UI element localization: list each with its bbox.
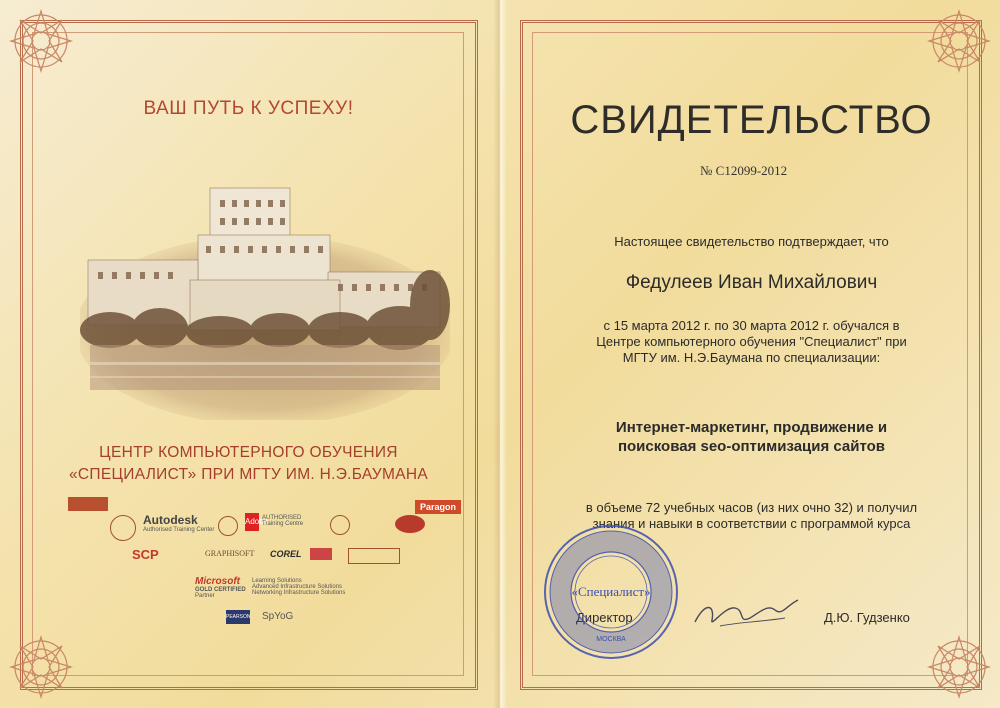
corner-ornament-icon	[6, 632, 76, 702]
course-title-line: поисковая seo-оптимизация сайтов	[617, 438, 886, 455]
person-name: Федулеев Иван Михайлович	[625, 272, 878, 293]
graphisoft-logo: GRAPHISOFT	[205, 549, 255, 558]
ms-competency: Networking Infrastructure Solutions	[252, 590, 346, 596]
corner-ornament-icon	[924, 6, 994, 76]
adobe-label: Adobe	[245, 513, 259, 531]
microsoft-gold: GOLD CERTIFIED	[195, 587, 246, 593]
study-period-line: с 15 марта 2012 г. по 30 марта 2012 г. обучался в	[603, 318, 900, 333]
paragon-logo	[415, 497, 461, 515]
hours-line: знания и навыки в соответствии с программой курса	[592, 516, 911, 531]
corner-ornament-icon	[6, 6, 76, 76]
adobe-logo	[245, 513, 269, 531]
study-period-line: Центре компьютерного обучения "Специалист" при	[596, 334, 907, 349]
stamp-center-text: «Специалист»	[571, 584, 651, 599]
corner-ornament-icon	[924, 632, 994, 702]
sprog-logo: SpYoG	[262, 611, 294, 622]
emblem-icon	[110, 515, 136, 541]
training-center-name-line1: ЦЕНТР КОМПЬЮТЕРНОГО ОБУЧЕНИЯ	[99, 444, 398, 461]
certificate-title: СВИДЕТЕЛЬСТВО	[570, 98, 933, 142]
ms-competency: Advanced Infrastructure Solutions	[252, 584, 343, 590]
director-signature	[690, 592, 800, 632]
stamp-city-text: МОСКВА	[596, 636, 626, 643]
paragon-label: Paragon	[415, 500, 461, 514]
partner-logo-small	[68, 497, 108, 511]
director-name: Д.Ю. Гудзенко	[824, 610, 910, 625]
microsoft-label: Microsoft	[195, 576, 240, 587]
microsoft-logo	[195, 576, 246, 599]
scp-logo: SCP	[132, 547, 159, 562]
partner-logo-box	[348, 548, 400, 564]
ms-competency: Learning Solutions	[252, 578, 302, 584]
slogan: ВАШ ПУТЬ К УСПЕХУ!	[143, 98, 354, 119]
confirm-text: Настоящее свидетельство подтверждает, что	[614, 234, 889, 249]
training-center-name-line2: «СПЕЦИАЛИСТ» ПРИ МГТУ ИМ. Н.Э.БАУМАНА	[69, 466, 428, 483]
autodesk-logo	[143, 513, 214, 533]
official-stamp	[542, 523, 680, 661]
course-title	[503, 418, 1000, 456]
adobe-sub: AUTHORISED Training Centre	[262, 515, 304, 527]
autodesk-label: Autodesk	[143, 513, 198, 527]
hours-line: в объеме 72 учебных часов (из них очно 32) и получил	[585, 500, 918, 515]
course-title-line: Интернет-маркетинг, продвижение и	[615, 419, 888, 436]
microsoft-competencies	[252, 578, 345, 596]
microsoft-partner: Partner	[195, 593, 215, 599]
corel-logo: COREL	[270, 549, 302, 559]
certificate-number: № С12099-2012	[700, 163, 788, 178]
corel-badge	[310, 548, 332, 560]
pearson-logo: PEARSON	[226, 610, 250, 624]
adobe-authorised	[262, 515, 317, 527]
autodesk-sub: Authorised Training Center	[143, 527, 215, 533]
emblem-icon	[218, 516, 238, 536]
director-label: Директор	[576, 610, 633, 625]
study-period	[503, 318, 1000, 366]
university-building-photo	[80, 180, 450, 420]
emblem-icon	[330, 515, 350, 535]
study-period-line: МГТУ им. Н.Э.Баумана по специализации:	[622, 350, 881, 365]
partner-oval-logo	[395, 515, 425, 533]
